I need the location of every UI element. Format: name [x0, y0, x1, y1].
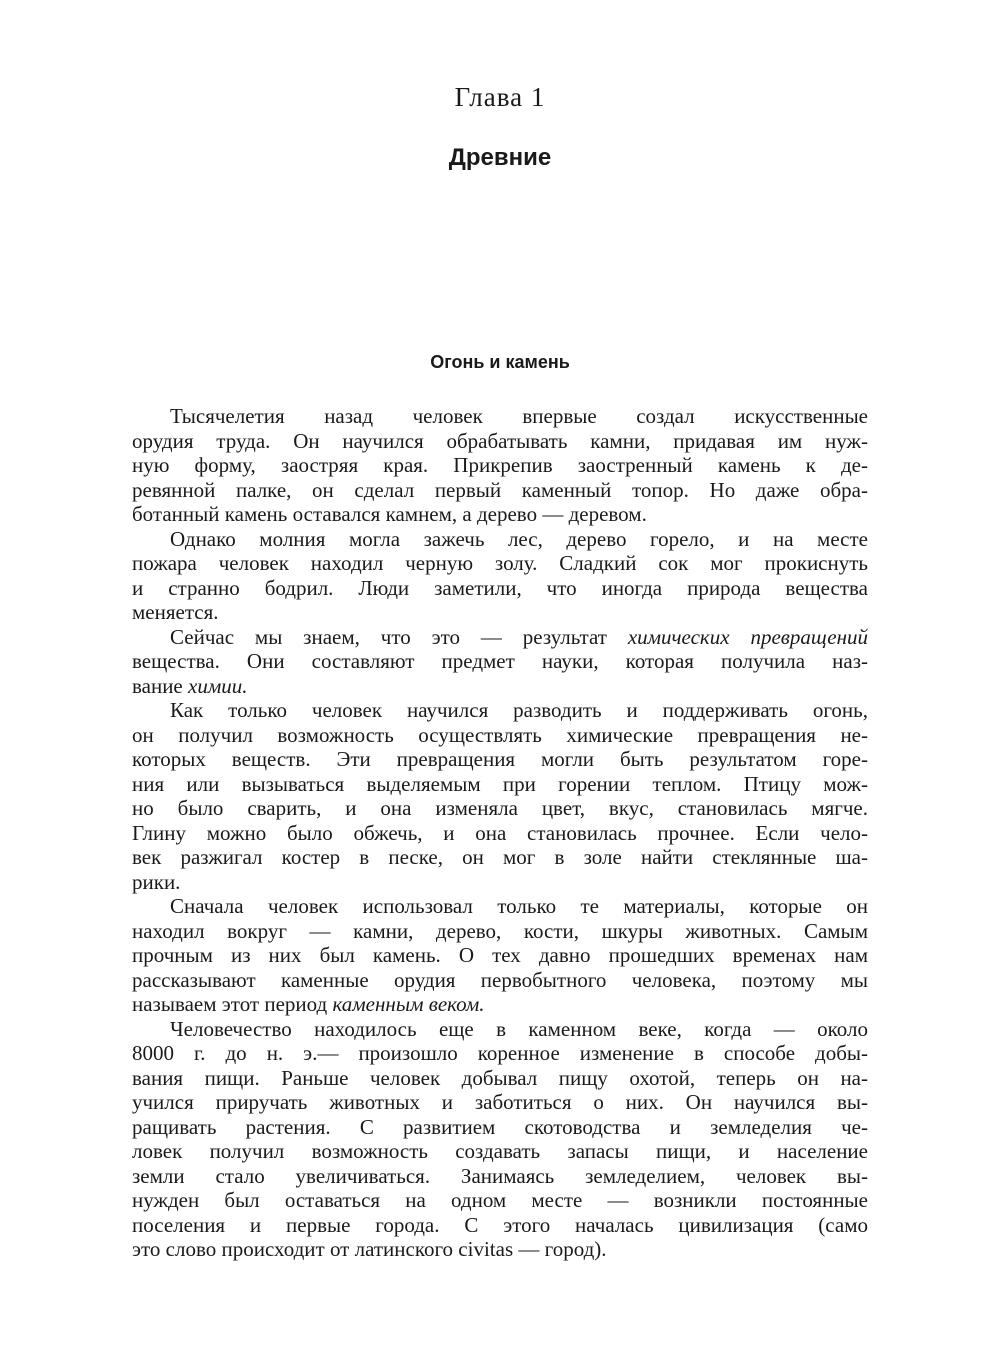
text-line: ловек получил возможность создавать запасы пищи, и население — [132, 1139, 868, 1163]
paragraph-1 — [132, 404, 868, 527]
text-line: находил вокруг — камни, дерево, кости, шкуры животных. Самым — [132, 918, 868, 943]
text-line: Человечество находилось еще в каменном веке, когда — около — [170, 1016, 868, 1041]
text-line: рассказывают каменные орудия первобытного человека, поэтому мы — [132, 967, 868, 992]
text-line: но было сварить, и она изменяла цвет, вкус, становилась мягче. — [132, 796, 868, 820]
text-line: учился приручать животных и заботиться о них. Он научился вы- — [132, 1090, 868, 1114]
text-line: пожара человек находил черную золу. Сладкий сок мог прокиснуть — [132, 551, 868, 575]
section-title: Огонь и камень — [430, 352, 570, 372]
text-line — [132, 625, 868, 650]
text-line: ревянной палке, он сделал первый каменный топор. Но даже обра- — [132, 477, 868, 502]
text-line: Тысячелетия назад человек впервые создал искусственные — [170, 404, 868, 428]
text-line: рики. — [132, 869, 181, 894]
text-line: земли стало увеличиваться. Занимаясь земледелием, человек вы- — [132, 1163, 868, 1188]
text-line: ния или вызываться выделяемым при горении теплом. Птицу мож- — [132, 771, 868, 796]
text-line: ботанный камень оставался камнем, а дерево — деревом. — [132, 502, 647, 526]
text-line: ную форму, заостряя края. Прикрепив заостренный камень к де- — [132, 453, 868, 477]
text-line: орудия труда. Он научился обрабатывать камни, придавая им нуж- — [132, 428, 868, 453]
text-line: меняется. — [132, 600, 219, 624]
text-line: Однако молния могла зажечь лес, дерево горело, и на месте — [170, 526, 868, 551]
text-line: которых веществ. Эти превращения могли быть результатом горе- — [132, 747, 868, 771]
text-line: прочным из них был камень. О тех давно прошедших временах нам — [132, 943, 868, 967]
text-line: Сначала человек использовал только те материалы, которые он — [170, 894, 868, 918]
text-line: Глину можно было обжечь, и она становилась прочнее. Если чело- — [132, 820, 868, 845]
text-line: нужден был оставаться на одном месте — возникли постоянные — [132, 1188, 868, 1212]
text-line: ращивать растения. С развитием скотоводства и земледелия че- — [132, 1114, 868, 1139]
paragraph-6 — [132, 1017, 868, 1262]
text-line: это слово происходит от латинского civitas — город). — [132, 1237, 607, 1261]
chapter-number: Глава 1 — [454, 82, 546, 112]
paragraph-2 — [132, 527, 868, 625]
text-line: 8000 г. до н. э.— произошло коренное изменение в способе добы- — [132, 1041, 868, 1065]
text-line — [132, 674, 868, 699]
chapter-title: Древние — [448, 144, 552, 171]
italic-term: каменным веком. — [332, 992, 485, 1016]
text-line: он получил возможность осуществлять химические превращения не- — [132, 722, 868, 747]
body-text — [132, 404, 868, 1262]
italic-term: химических превращений — [627, 624, 868, 649]
text-line: вещества. Они составляют предмет науки, которая получила наз- — [132, 649, 868, 673]
paragraph-3 — [132, 625, 868, 699]
text-line: вания пищи. Раньше человек добывал пищу охотой, теперь он на- — [132, 1065, 868, 1090]
text-line: Как только человек научился разводить и поддерживать огонь, — [170, 698, 868, 722]
text-line — [132, 992, 868, 1017]
text-line: поселения и первые города. С этого началась цивилизация (само — [132, 1212, 868, 1237]
text-line: и странно бодрил. Люди заметили, что иногда природа вещества — [132, 575, 868, 600]
text-span: вание — [132, 673, 189, 698]
paragraph-4 — [132, 698, 868, 894]
text-span: Сейчас мы знаем, что это — результат — [170, 624, 628, 649]
text-span: называем этот период — [132, 992, 333, 1016]
text-line: век разжигал костер в песке, он мог в золе найти стеклянные ша- — [132, 845, 868, 869]
italic-term: химии. — [188, 673, 248, 698]
paragraph-5 — [132, 894, 868, 1017]
